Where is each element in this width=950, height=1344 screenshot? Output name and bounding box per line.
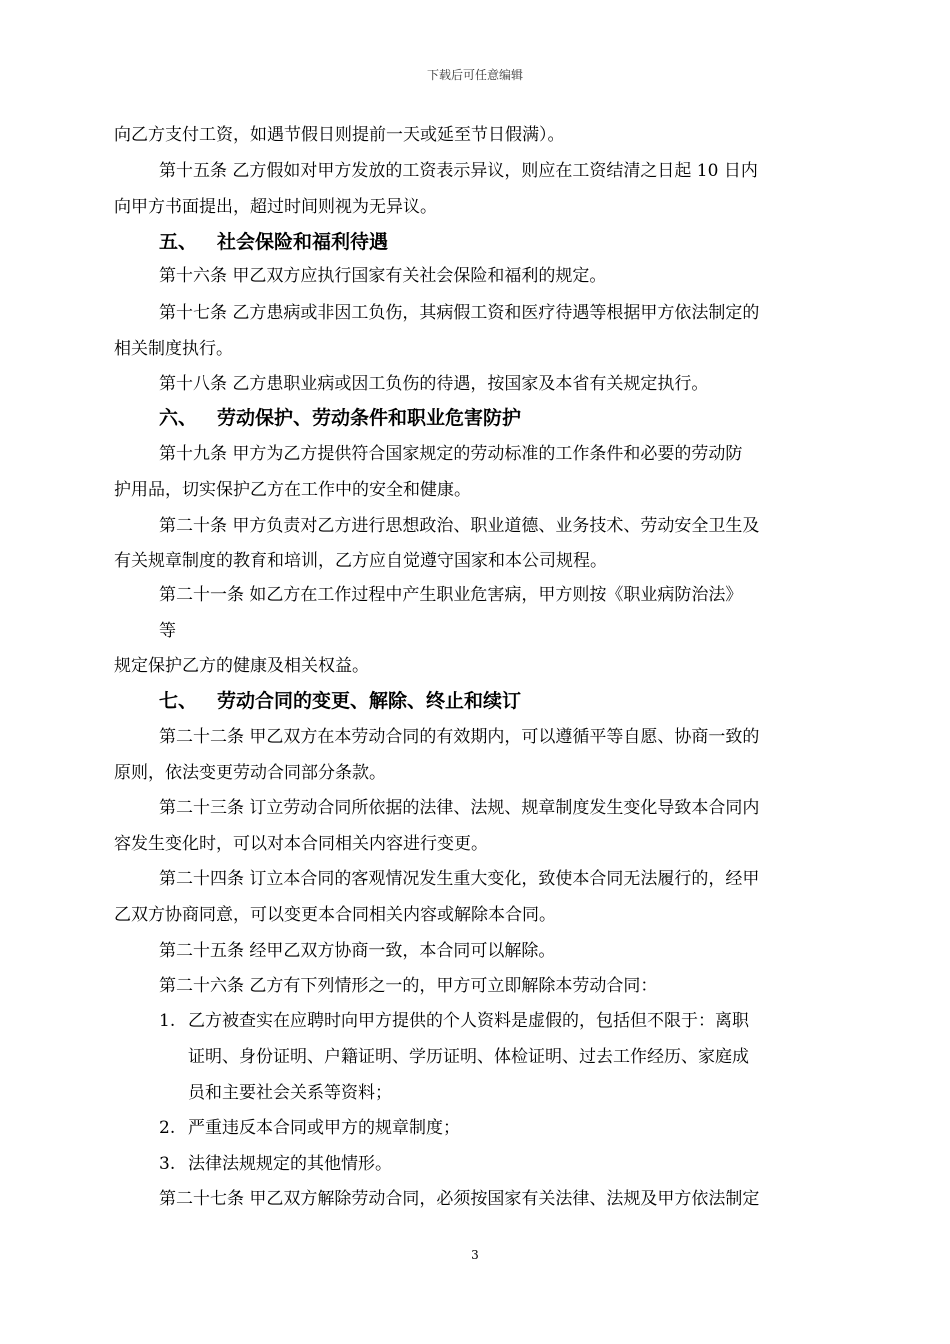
paragraph-line: 等 — [159, 621, 176, 641]
paragraph-line: 第二十七条 甲乙双方解除劳动合同，必须按国家有关法律、法规及甲方依法制定 — [159, 1189, 760, 1209]
paragraph-line: 第十八条 乙方患职业病或因工负伤的待遇，按国家及本省有关规定执行。 — [159, 374, 709, 394]
list-item-line: 员和主要社会关系等资料； — [188, 1083, 392, 1103]
paragraph-line: 第二十三条 订立劳动合同所依据的法律、法规、规章制度发生变化导致本合同内 — [159, 798, 760, 818]
paragraph-line: 乙双方协商同意，可以变更本合同相关内容或解除本合同。 — [114, 905, 556, 925]
paragraph-line: 第二十条 甲方负责对乙方进行思想政治、职业道德、业务技术、劳动安全卫生及 — [159, 516, 760, 536]
page-header: 下载后可任意编辑 — [426, 68, 523, 82]
paragraph-line: 向乙方支付工资，如遇节假日则提前一天或延至节日假满）。 — [114, 125, 565, 145]
list-item-number: 1. — [159, 1011, 176, 1031]
paragraph-line: 第二十六条 乙方有下列情形之一的，甲方可立即解除本劳动合同： — [159, 976, 658, 996]
paragraph-line: 第二十一条 如乙方在工作过程中产生职业危害病，甲方则按《职业病防治法》 — [159, 585, 743, 605]
section-title: 劳动保护、劳动条件和职业危害防护 — [217, 407, 522, 429]
paragraph-line: 原则，依法变更劳动合同部分条款。 — [114, 763, 386, 783]
paragraph-line: 容发生变化时，可以对本合同相关内容进行变更。 — [114, 834, 488, 854]
paragraph-line: 相关制度执行。 — [114, 339, 233, 359]
paragraph-line: 第二十四条 订立本合同的客观情况发生重大变化，致使本合同无法履行的，经甲 — [159, 869, 760, 889]
paragraph-line: 向甲方书面提出，超过时间则视为无异议。 — [114, 197, 437, 217]
paragraph-line: 第十九条 甲方为乙方提供符合国家规定的劳动标准的工作条件和必要的劳动防 — [159, 444, 743, 464]
section-heading — [159, 690, 521, 712]
paragraph-line: 第十五条 乙方假如对甲方发放的工资表示异议，则应在工资结清之日起 10 日内 — [159, 161, 758, 181]
section-heading — [159, 231, 388, 253]
section-number: 七、 — [159, 690, 198, 712]
section-title: 劳动合同的变更、解除、终止和续订 — [217, 690, 522, 712]
list-item-number: 3. — [159, 1154, 176, 1174]
list-item-line: 证明、身份证明、户籍证明、学历证明、体检证明、过去工作经历、家庭成 — [188, 1047, 749, 1067]
section-title: 社会保险和福利待遇 — [217, 231, 389, 253]
list-item-number: 2. — [159, 1118, 176, 1138]
paragraph-line: 第十七条 乙方患病或非因工负伤，其病假工资和医疗待遇等根据甲方依法制定的 — [159, 303, 760, 323]
paragraph-line: 第十六条 甲乙双方应执行国家有关社会保险和福利的规定。 — [159, 266, 607, 286]
section-number: 五、 — [159, 231, 198, 253]
paragraph-line: 有关规章制度的教育和培训，乙方应自觉遵守国家和本公司规程。 — [114, 551, 607, 571]
paragraph-line: 第二十五条 经甲乙双方协商一致，本合同可以解除。 — [159, 941, 556, 961]
section-heading — [159, 407, 521, 429]
page-number: 3 — [471, 1248, 479, 1262]
list-item-line: 严重违反本合同或甲方的规章制度； — [188, 1118, 460, 1138]
paragraph-line: 规定保护乙方的健康及相关权益。 — [114, 656, 369, 676]
list-item-line: 乙方被查实在应聘时向甲方提供的个人资料是虚假的，包括但不限于：离职 — [188, 1011, 749, 1031]
paragraph-line: 护用品，切实保护乙方在工作中的安全和健康。 — [114, 480, 471, 500]
section-number: 六、 — [159, 407, 198, 429]
paragraph-line: 第二十二条 甲乙双方在本劳动合同的有效期内，可以遵循平等自愿、协商一致的 — [159, 727, 760, 747]
list-item-line: 法律法规规定的其他情形。 — [188, 1154, 392, 1174]
